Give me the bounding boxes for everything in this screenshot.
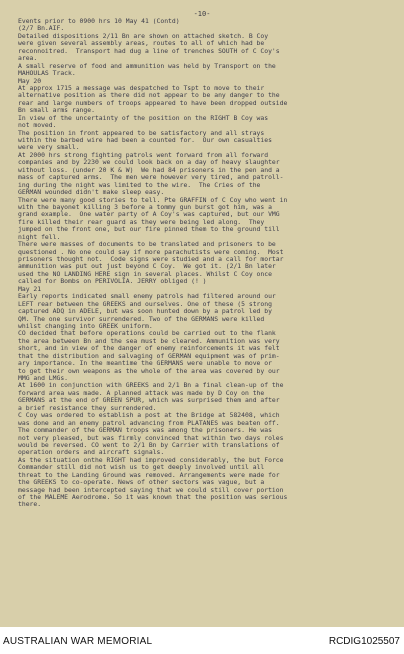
document-body [18,18,392,509]
document-line: reconnoitred. Transport had dug a line of trenches SOUTH of C Coy's [18,46,280,55]
document-line: At approx 1715 a message was despatched to Tspt to move to their [18,83,265,92]
document-line: Bn small arms range. [18,106,95,115]
document-line: prisoners thought not. Code signs were studied and a call for mortar [18,255,284,263]
document-line: QM. The one survivor surrendered. Two of the GERMANS were killed [18,314,265,323]
document-line: short, and in view of the danger of enemy reinforcements it was felt [18,344,280,353]
document-line: were very small. [18,143,80,152]
document-line: There were masses of documents to be translated and prisoners to be [18,240,276,249]
document-line: At 2000 hrs strong fighting patrols went forward from all forward [18,150,269,159]
document-line: used the NO LANDING HERE sign in several places. Whilst C Coy once [18,269,272,278]
document-line: CO decided that before operations could be carried out to the flank [18,329,276,338]
document-line: within the barbed wire had been a counted for. Our own casualties [18,136,272,144]
document-line: LEFT rear between the GREEKS and ourselves. One of these (5 strong [18,299,272,308]
document-line: a brief resistance they surrendered. [18,403,157,412]
document-line: The position in front appeared to be satisfactory and all strays [18,128,265,137]
document-line: operation orders and aircraft signals. [18,448,165,457]
document-line: GERMAN wounded didn't make sleep easy. [18,188,165,197]
document-line: the area between Bn and the sea must be cleared. Ammunition was very [18,336,280,345]
document-line: MMG and LMGs. [18,374,69,382]
document-line: ammunition was put out just beyond C Coy. We got it. (2/1 Bn later [18,262,276,271]
document-line: forward area was made. A planned attack was made by D Coy on the [18,388,265,397]
document-line: rear and large numbers of troops appeared to have been dropped outside [18,98,288,107]
document-line: fire killed their rear guard as they were being led along. They [18,217,265,226]
document-line: In view of the uncertainty of the position on the RIGHT B Coy was [18,113,269,122]
document-line: of the MALEME Aerodrome. So it was known that the position was serious [18,493,288,501]
document-line: whilst changing into GREEK uniform. [18,321,153,330]
document-line: The commander of the GERMAN troops was among the prisoners. He was [18,426,272,435]
document-line: GERMANS at the end of GREEN SPUR, which was surprised them and after [18,396,280,405]
footer-institution: AUSTRALIAN WAR MEMORIAL [3,636,153,647]
document-line: May 21 [18,284,42,293]
document-line: not very pleased, but was firmly convinced that within two days roles [18,433,284,442]
document-line: called for Bombs on PERIVOLIA. JERRY obliged (! ) [18,277,207,286]
document-line: with the bayonet killing 3 before a tommy gun burst got him, was a [18,202,272,211]
document-line: that the distribution and salvaging of GERMAN equipment was of prim- [18,351,280,360]
document-line: ing during the night was limited to the wire. The Cries of the [18,180,261,189]
document-line: May 20 [18,76,42,85]
document-line: A small reserve of food and ammunition was held by Transport on the [18,61,276,70]
document-line: area. [18,54,38,63]
document-line: Early reports indicated small enemy patrols had filtered around our [18,292,276,301]
document-line: There were many good stories to tell. Pte GRAFFIN of C Coy who went in [18,195,288,204]
document-line: Events prior to 0900 hrs 10 May 41 (Contd) [18,17,180,25]
document-line: MAHOULAS Track. [18,69,76,78]
document-line: C Coy was ordered to establish a post at the Bridge at 582408, which [18,411,280,420]
document-line: Detailed dispositions 2/11 Bn are shown on attached sketch. B Coy [18,31,269,40]
archive-footer [0,627,404,654]
document-line: At 1600 in conjunction with GREEKS and 2/1 Bn a final clean-up of the [18,381,284,390]
document-line: jumped on the front one, but our fire pinned them to the ground till [18,225,280,234]
document-line: threat to the Landing Ground was removed. Arrangements were made for [18,470,280,479]
document-line: message had been intercepted saying that we could still cover portion [18,485,284,494]
document-line: night fell. [18,232,61,241]
document-line: not moved. [18,121,57,130]
document-line: were given several assembly areas, routes to all of which had be [18,39,265,48]
document-line: to get their own weapons as the whole of the area was covered by our [18,366,280,375]
document-line: mass of captured arms. The men were however very tired, and patroll- [18,173,284,182]
document-line: companies and by 2230 we could look back on a day of heavy slaughter [18,158,280,167]
page-number: -10- [193,10,211,18]
document-line: the GREEKS to co-operate. News of other sectors was vague, but a [18,478,265,487]
document-line: captured ADQ in ADELE, but was soon hunted down by a patrol led by [18,307,272,316]
document-line: alternative position as there did not appear to be any danger to the [18,91,280,100]
document-line: without loss. (under 20 K & W) We had 84 prisoners in the pen and a [18,165,280,174]
document-line: Commander still did not wish us to get deeply involved until all [18,463,265,472]
document-line: grand example. One water party of A Coy's was captured, but our VMG [18,210,280,219]
document-line: questioned . No one could say if more parachutists were coming. Most [18,247,284,256]
document-line: ary importance. In the meantime the GERMANS were unable to move or [18,359,272,368]
document-line: (2/7 Bn.AIF. [18,24,65,33]
footer-record-id: RCDIG1025507 [328,636,400,647]
document-line: As the situation onthe RIGHT had improved considerably, the but Force [18,455,284,464]
document-line: was done and an enemy patrol advancing from PLATANES was beaten off. [18,418,280,427]
document-line: would be reversed. CO went to 2/1 Bn by Carrier with translations of [18,440,280,449]
document-line: there. [18,500,42,509]
